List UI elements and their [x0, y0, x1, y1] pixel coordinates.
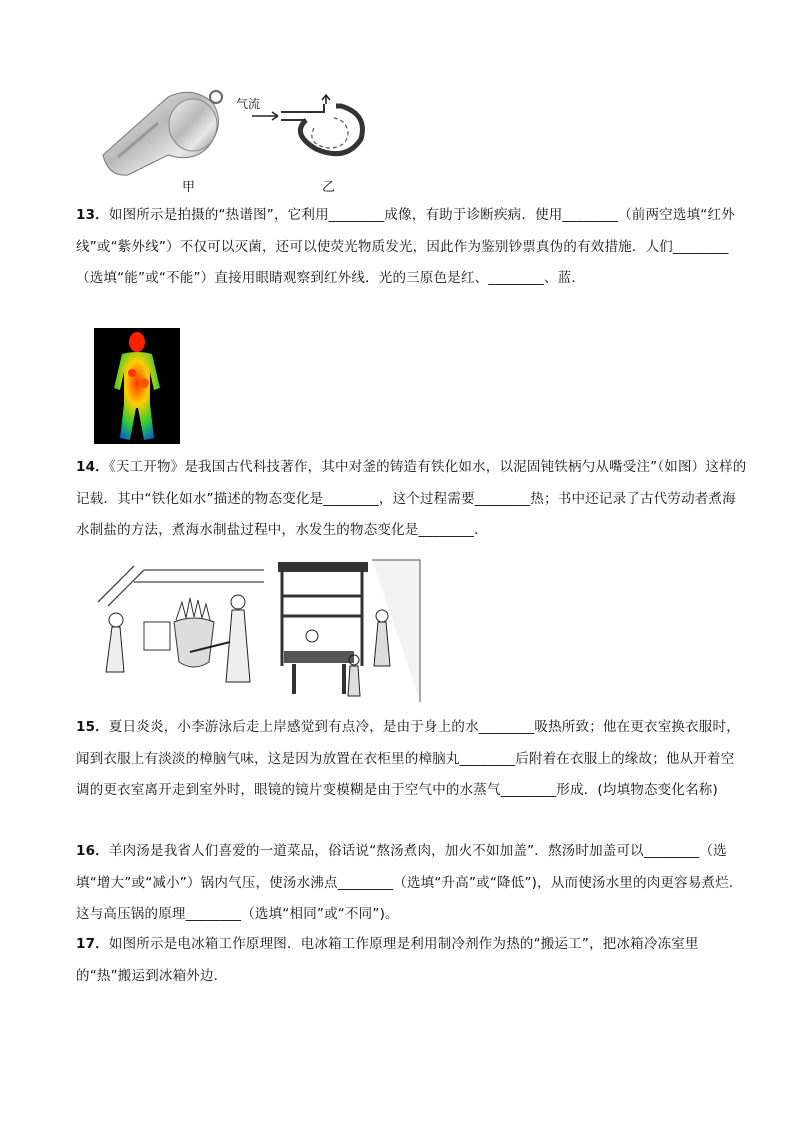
question-number: 15． — [76, 719, 109, 735]
question-15 — [76, 712, 748, 807]
figure-label-jia: 甲 — [182, 180, 196, 195]
question-number: 17． — [76, 936, 109, 952]
question-number: 16． — [76, 843, 109, 859]
figure-label-yi: 乙 — [322, 180, 336, 195]
question-text: 羊肉汤是我省人们喜爱的一道菜品，俗话说“熬汤煮肉，加火不如加盖”．熬汤时加盖可以________（选填“增大”或“减小”）锅内气压，使汤水沸点________（选填“升高”或“降低”)，从而使汤水里的肉更容易煮烂．这与高压锅的原理________（选填“相同”或“不同”)。 — [76, 843, 743, 922]
question-13 — [76, 200, 748, 295]
question-text: 《天工开物》是我国古代科技著作，其中对釜的铸造有铁化如水，以泥固钝铁柄勺从嘴受注”（如图）这样的记载．其中“铁化如水”描述的物态变化是________，这个过程需要________热；书中还记录了古代劳动者煮海水制盐的方法，煮海水制盐过程中，水发生的物态变化是________． — [76, 459, 747, 538]
whistle-photo — [98, 85, 228, 180]
question-17 — [76, 929, 748, 992]
question-text: 如图所示是电冰箱工作原理图．电冰箱工作原理是利用制冷剂作为热的“搬运工”，把冰箱冷冻室里的“热”搬运到冰箱外边． — [76, 936, 699, 984]
airflow-label: 气流 — [236, 97, 261, 111]
question-text: 如图所示是拍摄的“热谱图”，它利用________成像，有助于诊断疾病．使用________（前两空选填“红外线”或“紫外线”）不仅可以灭菌，还可以使荧光物质发光，因此作为鉴别钞票真伪的有效措施．人们________（选填“能”或“不能”）直接用眼睛观察到红外线．光的三原色是红、________、蓝． — [76, 207, 735, 286]
casting-illustration — [94, 562, 264, 702]
question-14 — [76, 452, 748, 547]
question-number: 14． — [76, 459, 109, 475]
question-text: 夏日炎炎，小李游泳后走上岸感觉到有点冷，是由于身上的水________吸热所致；他在更衣室换衣服时，闻到衣服上有淡淡的樟脑气味，这是因为放置在衣柜里的樟脑丸________后附着在衣服上的缘故；他从开着空调的更衣室离开走到室外时，眼镜的镜片变模糊是由于空气中的水蒸气________形成．(均填物态变化名称) — [76, 719, 740, 798]
question-16 — [76, 836, 748, 931]
thermal-image — [94, 328, 180, 444]
salt-making-illustration — [272, 556, 422, 702]
question-number: 13． — [76, 207, 109, 223]
